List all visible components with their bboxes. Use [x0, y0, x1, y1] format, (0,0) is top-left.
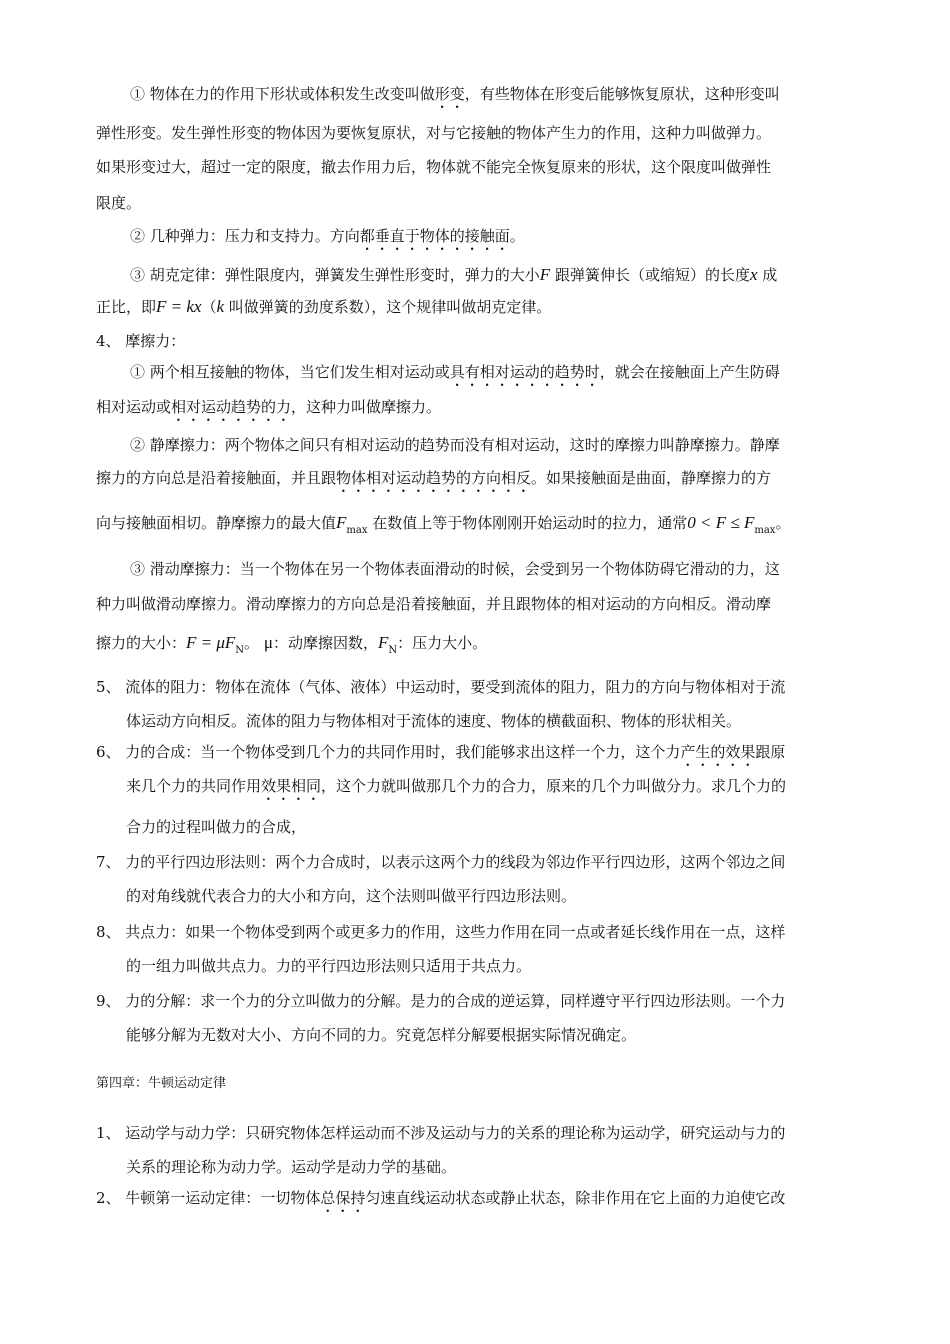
text-run: 匀速直线运动状态或静止状态，除非作用在它上面的力迫使它改 [365, 1189, 786, 1207]
text-run: ：压力大小。 [397, 634, 488, 652]
text-run: 。如果接触面是曲面，静摩擦力的方 [531, 469, 772, 487]
item-8-line1: 8、 共点力：如果一个物体受到两个或更多力的作用，这些力作用在同一点或者延长线作用在一点，这样 [96, 923, 786, 941]
sliding-friction-line3 [96, 633, 487, 661]
item-8-line2: 的一组力叫做共点力。力的平行四边形法则只适用于共点力。 [126, 957, 532, 975]
emphasis-text: 形变 [434, 85, 465, 103]
hooke-formula: F = kx [156, 297, 202, 316]
sliding-friction-line2: 种力叫做滑动摩擦力。滑动摩擦力的方向总是沿着接触面，并且跟物体的相对运动的方向相反。滑动摩 [96, 595, 772, 613]
text-run: 跟弹簧伸长（或缩短）的长度 [550, 266, 750, 284]
ch4-item-1-line2: 关系的理论称为动力学。运动学是动力学的基础。 [126, 1158, 457, 1176]
text-run: 叫做弹簧的劲度系数），这个规律叫做胡克定律。 [224, 298, 552, 316]
hooke-line1 [130, 265, 777, 285]
text-run: ：动摩擦因数， [272, 634, 378, 652]
var-F: F [539, 265, 551, 284]
sliding-friction-line1: ③ 滑动摩擦力：当一个物体在另一个物体表面滑动的时候，会受到另一个物体防碍它滑动的力，这 [130, 560, 780, 578]
subscript: max [346, 525, 368, 536]
static-friction-line1: ② 静摩擦力：两个物体之间只有相对运动的趋势而没有相对运动，这时的摩擦力叫静摩擦力。静摩 [130, 436, 780, 454]
var-x: x [749, 265, 758, 284]
item-5-line2: 体运动方向相反。流体的阻力与物体相对于流体的速度、物体的横截面积、物体的形状相关。 [126, 712, 742, 730]
static-friction-line2 [96, 468, 771, 496]
text-run: 来几个力的共同作用 [126, 777, 262, 795]
text-run: 成 [757, 266, 778, 284]
text-run: 向与接触面相切。静摩擦力的最大值 [96, 514, 337, 532]
elastic-p1-line3: 如果形变过大，超过一定的限度，撤去作用力后，物体就不能完全恢复原来的形状，这个限度叫做弹性 [96, 158, 772, 176]
text-run: 相对运动或 [96, 398, 172, 416]
chapter-4-heading: 第四章：牛顿运动定律 [96, 1076, 227, 1091]
text-run: （ [201, 298, 217, 316]
text-run: ，就会在接触面上产生防碍 [599, 363, 780, 381]
friction-title: 4、 摩擦力： [96, 332, 186, 350]
elastic-p1-line2: 弹性形变。发生弹性形变的物体因为要恢复原状，对与它接触的物体产生力的作用，这种力叫做弹力。 [96, 124, 772, 142]
text-run: ③ 胡克定律：弹性限度内，弹簧发生弹性形变时，弹力的大小 [130, 266, 540, 284]
text-run: 正比，即 [96, 298, 157, 316]
item-6-line3: 合力的过程叫做力的合成， [126, 818, 307, 836]
text-run: ，这个力就叫做那几个力的合力，原来的几个力叫做分力。求几个力的 [321, 777, 787, 795]
text-run: 2、 牛顿第一运动定律：一切物体 [96, 1189, 321, 1207]
ch4-item-1-line1: 1、 运动学与动力学：只研究物体怎样运动而不涉及运动与力的关系的理论称为运动学，研究运动与力的 [96, 1124, 786, 1142]
subscript: N [235, 645, 245, 656]
subscript: max [754, 525, 776, 536]
text-run: ，这种力叫做摩擦力。 [291, 398, 442, 416]
emphasis-text: 都垂直于物体的接触面 [359, 227, 510, 245]
inequality: 0 < F ≤ F [687, 513, 755, 532]
var-F-max: F [336, 513, 347, 532]
friction-formula: F = μF [186, 633, 236, 652]
text-run: 跟原 [755, 743, 786, 761]
item-9-line1: 9、 力的分解：求一个力的分立叫做力的分解。是力的合成的逆运算，同样遵守平行四边形法则。一个力 [96, 992, 786, 1010]
item-7-line1: 7、 力的平行四边形法则：两个力合成时，以表示这两个力的线段为邻边作平行四边形，这两个邻边之间 [96, 853, 786, 871]
emphasis-text: 物体相对运动趋势的方向相反 [336, 469, 532, 487]
text-run: 。 [509, 227, 525, 245]
item-9-line2: 能够分解为无数对大小、方向不同的力。究竟怎样分解要根据实际情况确定。 [126, 1026, 637, 1044]
text-run: 擦力的大小： [96, 634, 187, 652]
elastic-p1-line1 [130, 84, 780, 112]
var-F-N: F [377, 633, 389, 652]
ch4-item-2-line1 [96, 1188, 785, 1216]
emphasis-text: 具有相对运动的趋势时 [449, 363, 600, 381]
var-k: k [216, 297, 225, 316]
text-run: ① 物体在力的作用下形状或体积发生改变叫做 [130, 85, 435, 103]
var-mu: μ [263, 633, 273, 652]
static-friction-line3 [96, 513, 790, 541]
hooke-line2 [96, 297, 551, 317]
text-run: ，有些物体在形变后能够恢复原状，这种形变叫 [464, 85, 780, 103]
item-6-line1 [96, 742, 785, 770]
text-run: 。 [244, 634, 260, 652]
subscript: N [388, 645, 398, 656]
text-run: 6、 力的合成：当一个物体受到几个力的共同作用时，我们能够求出这样一个力，这个力 [96, 743, 681, 761]
text-run: 在数值上等于物体刚刚开始运动时的拉力，通常 [367, 514, 688, 532]
emphasis-text: 产生的效果 [680, 743, 756, 761]
emphasis-text: 效果相同 [261, 777, 322, 795]
elastic-p1-line4: 限度。 [96, 194, 142, 212]
text-run: 擦力的方向总是沿着接触面，并且跟 [96, 469, 337, 487]
text-run: 。 [775, 514, 791, 532]
item-6-line2 [126, 776, 786, 804]
item-5-line1: 5、 流体的阻力：物体在流体（气体、液体）中运动时，要受到流体的阻力，阻力的方向与物体相对于流 [96, 678, 786, 696]
text-run: ① 两个相互接触的物体，当它们发生相对运动或 [130, 363, 450, 381]
emphasis-text: 总保持 [320, 1189, 366, 1207]
friction-p1-line2 [96, 397, 441, 425]
text-run: ② 几种弹力：压力和支持力。方向 [130, 227, 360, 245]
item-7-line2: 的对角线就代表合力的大小和方向，这个法则叫做平行四边形法则。 [126, 887, 577, 905]
friction-p1-line1 [130, 362, 780, 390]
emphasis-text: 相对运动趋势的力 [171, 398, 292, 416]
elastic-p2-line [130, 226, 525, 254]
